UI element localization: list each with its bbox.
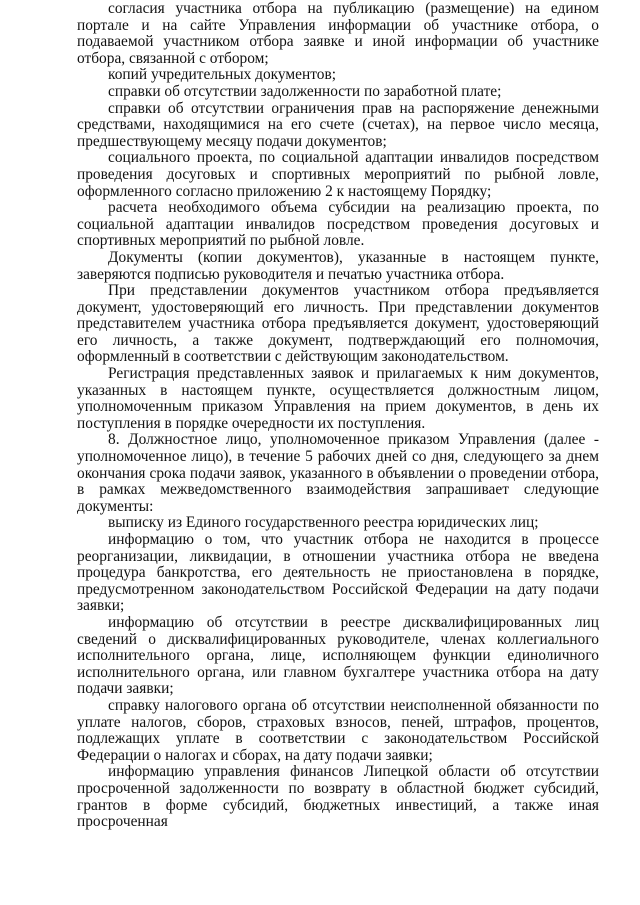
paragraph-item-8: 8. Должностное лицо, уполномоченное приказом Управления (далее - уполномоченное лицо), в течение 5 рабочих дней со дня, следующего за днем окончания срока подачи заявок, указанного в объявлении о проведении отбора, в рамках межведомственного взаимодействия запрашивает следующие документы: <box>77 431 599 515</box>
paragraph-no-wage-debt: справки об отсутствии задолженности по заработной плате; <box>108 82 502 100</box>
paragraph-finance-department: информацию управления финансов Липецкой области об отсутствии просроченной задолженности по возврату в областной бюджет субсидий, грантов в форме субсидий, бюджетных инвестиций, а также иная просроченная <box>77 763 599 831</box>
paragraph-documents-certified: Документы (копии документов), указанные в настоящем пункте, заверяются подписью руководителя и печатью участника отбора. <box>77 248 599 283</box>
paragraph-subsidy-calculation: расчета необходимого объема субсидии на реализацию проекта, по социальной адаптации инвалидов посредством проведения досуговых и спортивных мероприятий по рыбной ловле. <box>77 199 599 250</box>
paragraph-no-account-restrictions: справки об отсутствии ограничения прав на распоряжение денежными средствами, находящимися на его счете (счетах), на первое число месяца, предшествующему месяцу подачи документов; <box>77 99 599 150</box>
paragraph-no-reorganization: информацию о том, что участник отбора не находится в процессе реорганизации, ликвидации, в отношении участника отбора не введена процедура банкротства, его деятельность не приостановлена в порядке, предусмотренном законодательством Российской Федерации на дату подачи заявки; <box>77 531 599 615</box>
paragraph-registration: Регистрация представленных заявок и прилагаемых к ним документов, указанных в настоящем пункте, осуществляется должностным лицом, уполномоченным приказом Управления на прием документов, в день их поступления в порядке очередности их поступления. <box>77 365 599 432</box>
paragraph-tax-certificate: справку налогового органа об отсутствии неисполненной обязанности по уплате налогов, сборов, страховых взносов, пеней, штрафов, процентов, подлежащих уплате в соответствии с законодательством Российской Федерации о налогах и сборах, на дату подачи заявки; <box>77 696 599 764</box>
paragraph-registry-extract: выписку из Единого государственного реестра юридических лиц; <box>108 514 539 532</box>
paragraph-identity-document: При представлении документов участником отбора предъявляется документ, удостоверяющий его личность. При представлении документов представителем участника отбора предъявляется документ, удостоверяющий его личность, а также документ, подтверждающий его полномочия, оформленный в соответствии с действующим законодательством. <box>77 282 599 366</box>
paragraph-consent-publication: согласия участника отбора на публикацию (размещение) на едином портале и на сайте Управления информации об участнике отбора, о подаваемой участником отбора заявке и иной информации об участнике отбора, связанной с отбором; <box>77 0 599 67</box>
paragraph-disqualified-persons: информацию об отсутствии в реестре дисквалифицированных лиц сведений о дисквалифицированных руководителе, членах коллегиального исполнительного органа, лице, исполняющем функции единоличного исполнительного органа, или главном бухгалтере участника отбора на дату подачи заявки; <box>77 613 599 698</box>
paragraph-founding-documents: копий учредительных документов; <box>108 66 336 84</box>
paragraph-social-project: социального проекта, по социальной адаптации инвалидов посредством проведения досуговых и спортивных мероприятий по рыбной ловле, оформленного согласно приложению 2 к настоящему Порядку; <box>77 149 599 200</box>
